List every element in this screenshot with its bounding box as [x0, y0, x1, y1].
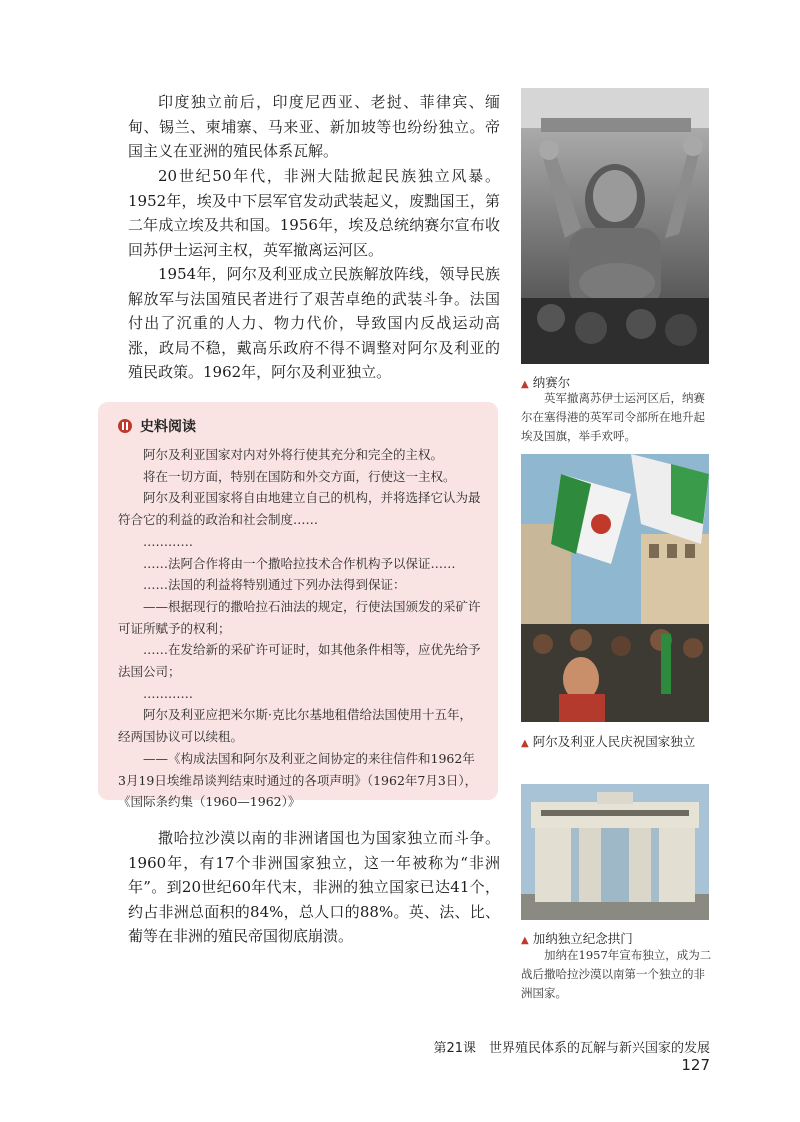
reading-box-body [118, 444, 482, 813]
reading-line: ……法阿合作将由一个撒哈拉技术合作机构予以保证…… [143, 555, 456, 571]
reading-line: ……在发给新的采矿许可证时，如其他条件相等，应优先给予法国公司； [118, 642, 481, 680]
figure-title [521, 732, 695, 750]
figure-title-text: 加纳独立纪念拱门 [532, 931, 633, 946]
lesson-title: 第21课 世界殖民体系的瓦解与新兴国家的发展 [433, 1041, 710, 1056]
paragraph-algeria: 1954年，阿尔及利亚成立民族解放阵线，领导民族解放军与法国殖民者进行了艰苦卓绝的武装斗争。法国付出了沉重的人力、物力代价，导致国内反战运动高涨，政局不稳，戴高乐政府不得不调整对阿尔及利亚的殖民政策。1962年，阿尔及利亚独立。 [128, 265, 500, 381]
algeria-celebration-photo [521, 454, 709, 722]
book-icon [118, 419, 132, 433]
paragraph-africa-year: 撒哈拉沙漠以南的非洲诸国也为国家独立而斗争。1960年，有17个非洲国家独立，这一年被称为“非洲年”。到20世纪60年代末，非洲的独立国家已达41个，约占非洲总面积的84%，总人口的88%。英、法、比、葡等在非洲的殖民帝国彻底崩溃。 [128, 829, 500, 945]
reading-line: 将在一切方面，特别在国防和外交方面，行使这一主权。 [143, 468, 456, 484]
triangle-marker-icon: ▲ [521, 738, 529, 749]
triangle-marker-icon: ▲ [521, 935, 529, 946]
figure-title-text: 纳赛尔 [532, 375, 571, 390]
paragraph-asia-independence: 印度独立前后，印度尼西亚、老挝、菲律宾、缅甸、锡兰、柬埔寨、马来亚、新加坡等也纷纷独立。帝国主义在亚洲的殖民体系瓦解。 [128, 93, 500, 160]
ghana-arch-photo [521, 784, 709, 920]
figure-title [521, 929, 633, 947]
reading-box-header [118, 416, 196, 436]
reading-box [98, 402, 498, 810]
reading-line: 阿尔及利亚应把米尔斯·克比尔基地租借给法国使用十五年，经两国协议可以续租。 [118, 707, 472, 745]
reading-line: 阿尔及利亚国家将自由地建立自己的机构，并将选择它认为最符合它的利益的政治和社会制度…… [118, 490, 481, 528]
reading-line: ——根据现行的撒哈拉石油法的规定，行使法国颁发的采矿许可证所赋予的权利； [118, 598, 481, 636]
page-number: 127 [681, 1056, 710, 1074]
page-footer [400, 1037, 710, 1074]
triangle-marker-icon: ▲ [521, 379, 529, 390]
paragraph-egypt: 20世纪50年代，非洲大陆掀起民族独立风暴。1952年，埃及中下层军官发动武装起义，废黜国王，第二年成立埃及共和国。1956年，埃及总统纳赛尔宣布收回苏伊士运河主权，英军撤离运河区。 [128, 167, 500, 259]
reading-line: ………… [143, 685, 193, 701]
figure-caption: 加纳在1957年宣布独立，成为二战后撒哈拉沙漠以南第一个独立的非洲国家。 [521, 948, 712, 1000]
figure-title-text: 阿尔及利亚人民庆祝国家独立 [532, 734, 696, 749]
reading-line: 阿尔及利亚国家对内对外将行使其充分和完全的主权。 [143, 447, 444, 462]
nasser-photo [521, 88, 709, 364]
figure-caption: 英军撤离苏伊士运河区后，纳赛尔在塞得港的英军司令部所在地升起埃及国旗，举手欢呼。 [521, 391, 705, 443]
reading-box-title: 史料阅读 [140, 419, 196, 435]
reading-source: ——《构成法国和阿尔及利亚之间协定的来往信件和1962年3月19日埃维昂谈判结束时通过的各项声明》（1962年7月3日），《国际条约集（1960—1962）》 [118, 750, 478, 810]
reading-line: ……法国的利益将特别通过下列办法得到保证： [143, 577, 406, 593]
reading-line: ………… [143, 533, 193, 549]
